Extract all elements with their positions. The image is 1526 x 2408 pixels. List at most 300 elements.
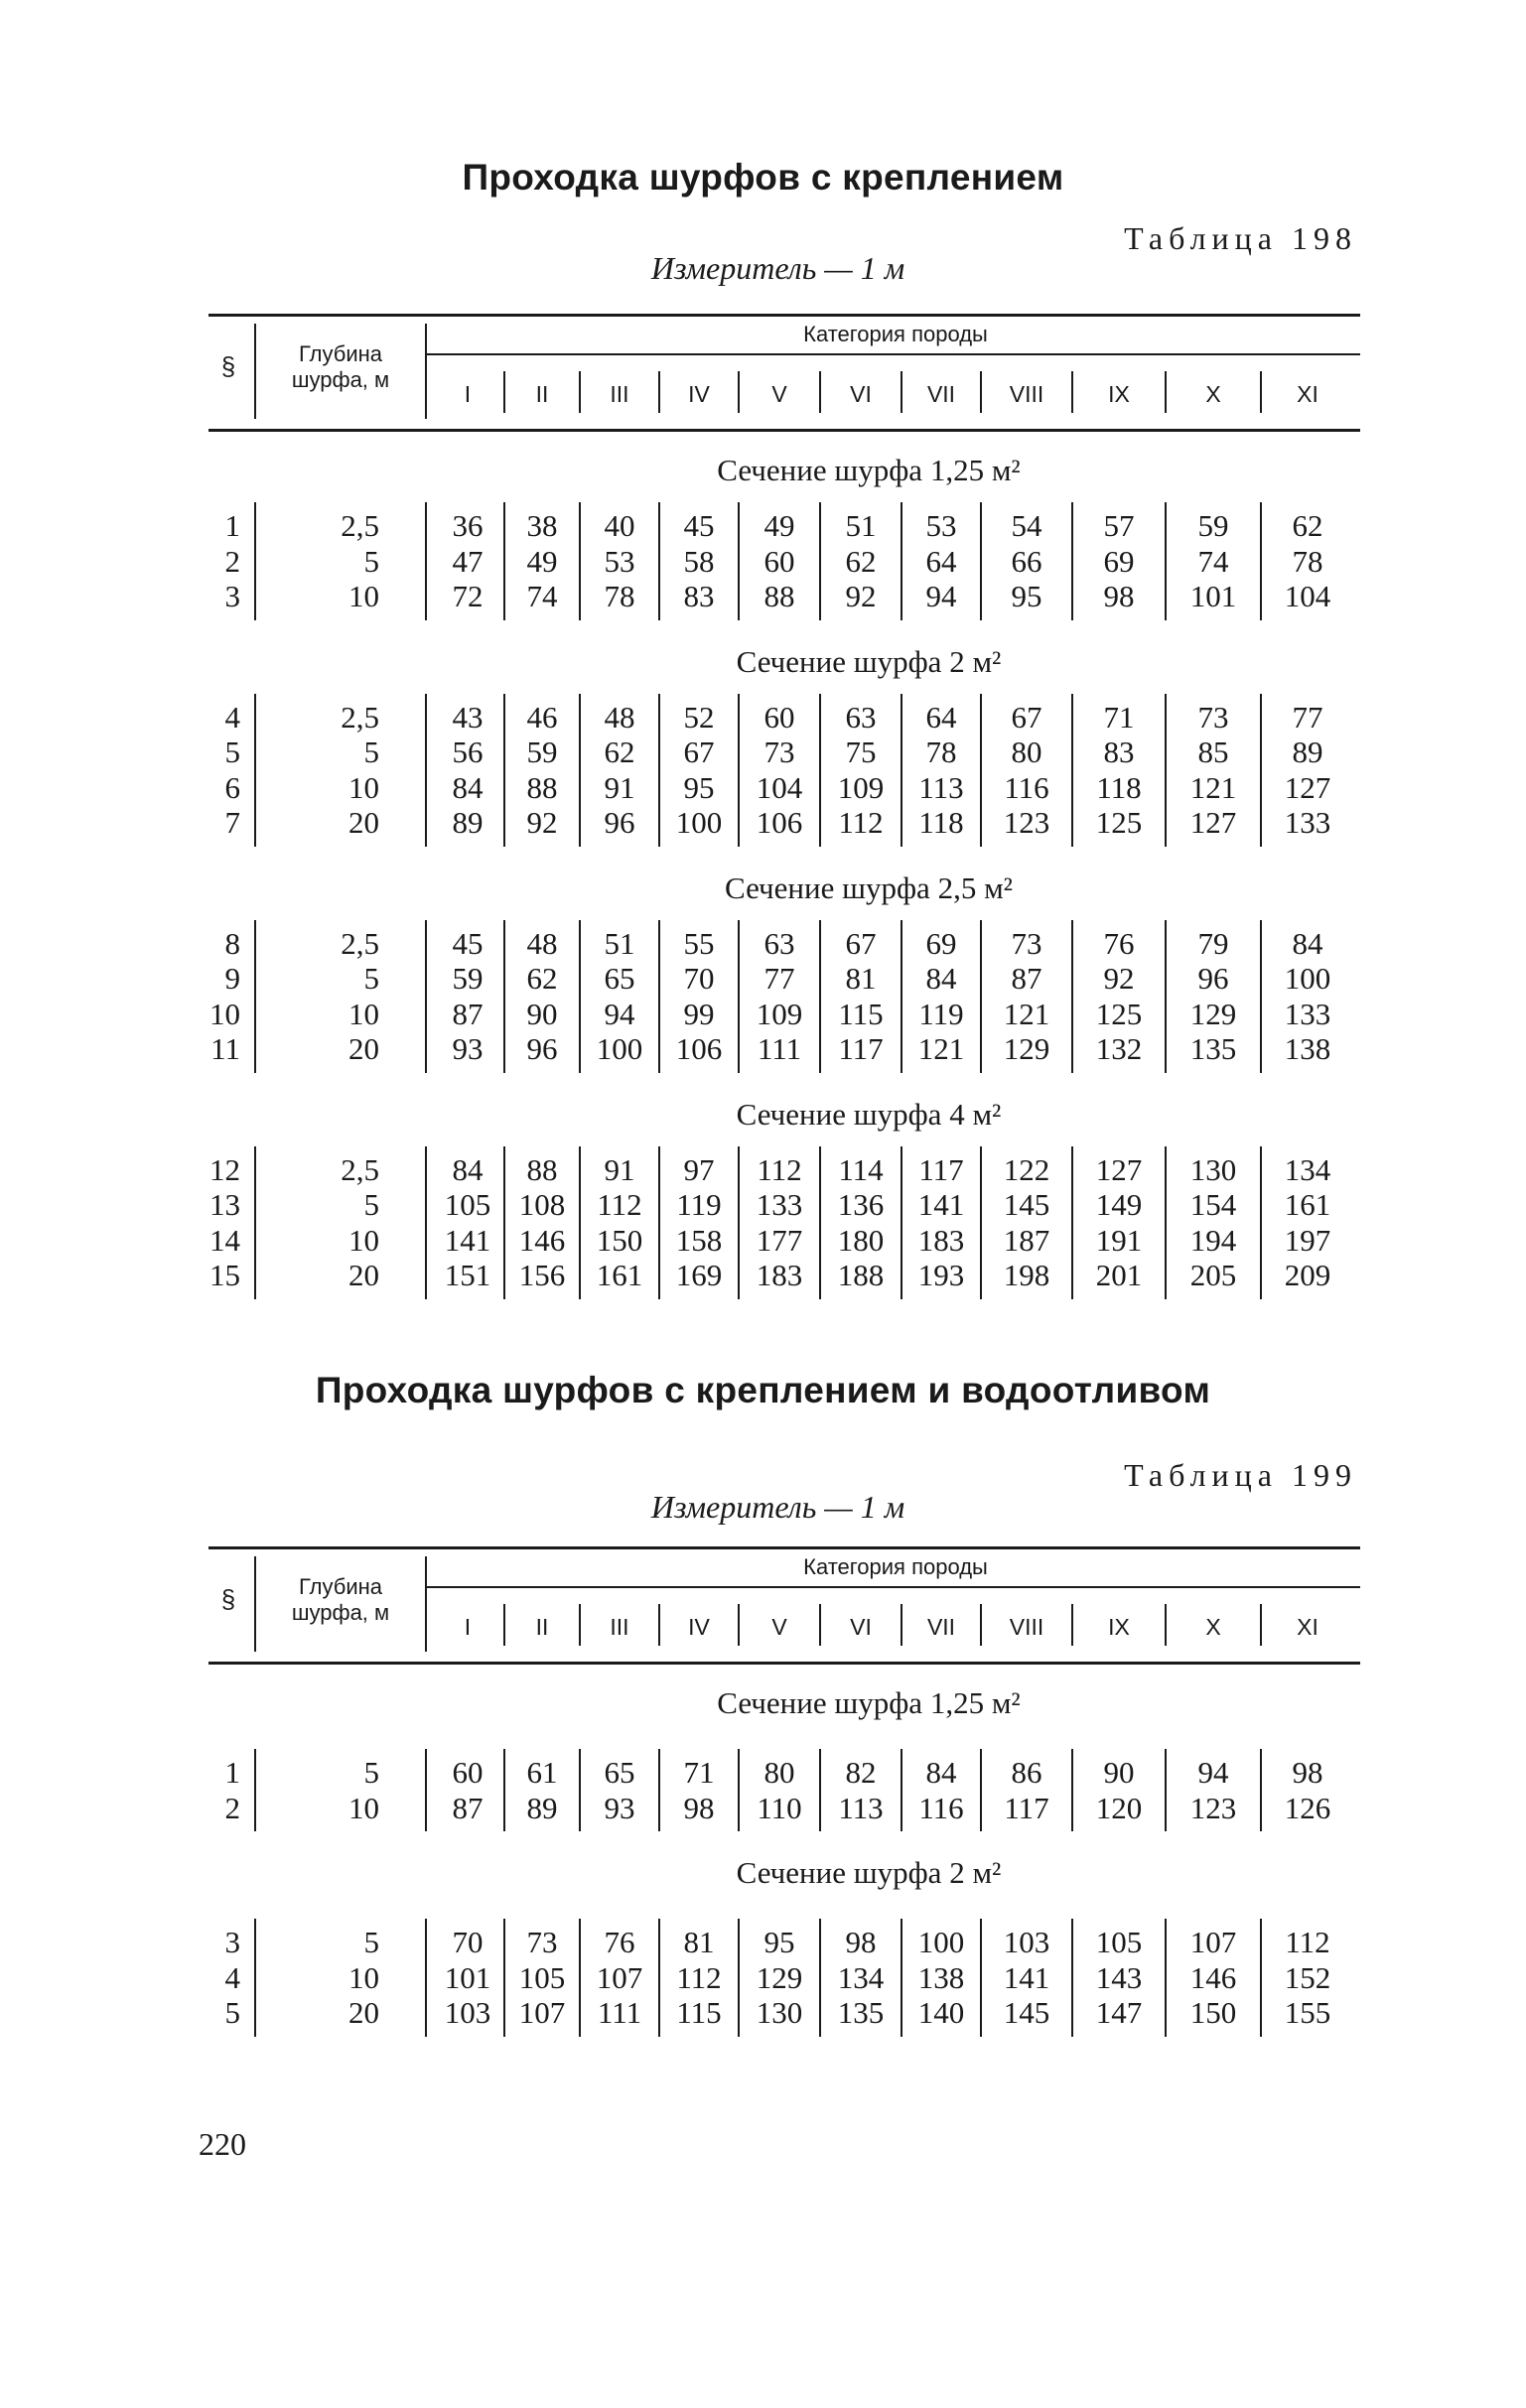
table-cell-II: 90 — [526, 996, 558, 1031]
table-cell-V: 63 — [763, 925, 795, 961]
table-198-label: Таблица 198 — [1124, 220, 1357, 256]
table-cell-X: 205 — [1189, 1258, 1237, 1292]
group-divider — [1260, 1749, 1262, 1831]
table-199-measure: Измеритель — 1 м — [650, 1489, 905, 1525]
table-cell-II: 108 — [518, 1187, 566, 1222]
table-cell-VI: 114 — [838, 1151, 884, 1187]
table-cell-XI: 100 — [1284, 961, 1331, 996]
row-number: 10 — [209, 996, 240, 1031]
table-cell-I: 101 — [444, 1959, 491, 1995]
table-cell-VIII: 54 — [1011, 508, 1042, 543]
category-VI: VI — [850, 1614, 872, 1640]
table-cell-III: 100 — [596, 1031, 643, 1066]
group-title: Сечение шурфа 1,25 м² — [717, 1685, 1021, 1720]
category-divider — [1165, 371, 1167, 413]
group-divider — [980, 694, 982, 847]
table-cell-II: 73 — [526, 1925, 558, 1959]
table-cell-IV: 83 — [683, 579, 715, 613]
category-underline — [427, 353, 1360, 355]
table-cell-XI: 127 — [1284, 769, 1331, 805]
group-divider — [579, 694, 581, 847]
table-cell-I: 151 — [444, 1258, 491, 1292]
category-divider — [579, 1604, 581, 1646]
table-cell-I: 56 — [452, 735, 484, 769]
table-cell-V: 95 — [763, 1925, 795, 1959]
table-cell-VIII: 116 — [1004, 769, 1049, 805]
category-divider — [503, 371, 505, 413]
table-cell-I: 103 — [444, 1995, 491, 2030]
table-cell-XI: 77 — [1292, 699, 1323, 735]
table-cell-II: 61 — [526, 1755, 558, 1790]
table-cell-V: 73 — [763, 735, 795, 769]
table-cell-VII: 140 — [917, 1995, 965, 2030]
category-divider — [1260, 371, 1262, 413]
row-number: 15 — [209, 1258, 240, 1292]
row-number: 8 — [224, 925, 240, 961]
group-divider — [579, 1749, 581, 1831]
table-cell-VII: 84 — [925, 961, 957, 996]
table-cell-IX: 98 — [1103, 579, 1135, 613]
table-cell-X: 130 — [1189, 1151, 1237, 1187]
table-cell-III: 51 — [604, 925, 635, 961]
group-divider — [658, 1749, 660, 1831]
table-cell-X: 85 — [1197, 735, 1229, 769]
table-cell-I: 60 — [452, 1755, 484, 1790]
table-cell-IV: 71 — [683, 1755, 715, 1790]
group-divider — [579, 1146, 581, 1299]
table-cell-X: 101 — [1189, 579, 1237, 613]
table-cell-IX: 92 — [1103, 961, 1135, 996]
table-cell-VI: 82 — [845, 1755, 877, 1790]
table-cell-VII: 69 — [925, 925, 957, 961]
table-cell-IX: 143 — [1095, 1959, 1143, 1995]
group-divider — [901, 920, 902, 1073]
table-cell-VII: 141 — [917, 1187, 965, 1222]
table-198-title: Проходка шурфов с креплением — [462, 157, 1064, 198]
group-divider — [254, 920, 256, 1073]
table-cell-IV: 115 — [676, 1995, 722, 2030]
category-divider — [819, 1604, 821, 1646]
row-number: 4 — [224, 699, 240, 735]
table-cell-IV: 70 — [683, 961, 715, 996]
table-cell-X: 127 — [1189, 805, 1237, 840]
category-I: I — [464, 1614, 472, 1640]
table-cell-III: 78 — [604, 579, 635, 613]
table-cell-VI: 134 — [837, 1959, 885, 1995]
group-divider — [1165, 1749, 1167, 1831]
group-divider — [1260, 920, 1262, 1073]
row-number: 11 — [210, 1031, 240, 1066]
group-divider — [658, 1146, 660, 1299]
table-cell-III: 91 — [604, 1151, 635, 1187]
table-cell-VII: 84 — [925, 1755, 957, 1790]
header-divider — [254, 1556, 256, 1652]
table-cell-II: 46 — [526, 699, 558, 735]
row-number: 2 — [224, 543, 240, 579]
row-depth: 2,5 — [341, 699, 379, 735]
group-divider — [1071, 920, 1073, 1073]
table-cell-VI: 98 — [845, 1925, 877, 1959]
category-II: II — [535, 1614, 549, 1640]
table-cell-I: 47 — [452, 543, 484, 579]
table-199-title: Проходка шурфов с креплением и водоотливом — [315, 1370, 1211, 1410]
table-cell-VIII: 117 — [1004, 1790, 1049, 1825]
table-cell-X: 129 — [1189, 996, 1237, 1031]
table-cell-VI: 51 — [845, 508, 877, 543]
header-divider — [254, 324, 256, 419]
group-divider — [425, 1749, 427, 1831]
category-IX: IX — [1108, 1614, 1130, 1640]
table-cell-XI: 98 — [1292, 1755, 1323, 1790]
table-cell-X: 73 — [1197, 699, 1229, 735]
table-cell-XI: 126 — [1284, 1790, 1331, 1825]
group-divider — [1071, 1749, 1073, 1831]
category-III: III — [610, 1614, 629, 1640]
table-cell-VIII: 87 — [1011, 961, 1042, 996]
group-divider — [1071, 502, 1073, 620]
category-divider — [658, 1604, 660, 1646]
table-cell-VI: 180 — [837, 1222, 885, 1258]
table-cell-VI: 188 — [837, 1258, 885, 1292]
table-cell-X: 194 — [1189, 1222, 1237, 1258]
table-cell-VIII: 121 — [1003, 996, 1050, 1031]
table-cell-X: 59 — [1197, 508, 1229, 543]
table-cell-I: 89 — [452, 805, 484, 840]
category-underline — [427, 1586, 1360, 1588]
group-divider — [1165, 694, 1167, 847]
group-divider — [1071, 694, 1073, 847]
table-cell-IV: 158 — [675, 1222, 723, 1258]
category-IV: IV — [688, 1614, 710, 1640]
table-cell-II: 156 — [518, 1258, 566, 1292]
table-cell-VII: 78 — [925, 735, 957, 769]
category-divider — [980, 371, 982, 413]
header-divider — [425, 324, 427, 419]
table-cell-VII: 100 — [917, 1925, 965, 1959]
table-cell-III: 53 — [604, 543, 635, 579]
group-divider — [819, 1146, 821, 1299]
table-cell-X: 121 — [1189, 769, 1237, 805]
table-cell-IX: 125 — [1095, 996, 1143, 1031]
section-sign-header: § — [220, 1584, 236, 1614]
table-cell-II: 89 — [526, 1790, 558, 1825]
group-title: Сечение шурфа 4 м² — [736, 1096, 1002, 1132]
group-divider — [980, 1146, 982, 1299]
category-I: I — [464, 381, 472, 407]
row-depth: 10 — [348, 769, 379, 805]
table-cell-IX: 57 — [1103, 508, 1135, 543]
group-divider — [1165, 502, 1167, 620]
category-VI: VI — [850, 381, 872, 407]
table-cell-I: 93 — [452, 1031, 484, 1066]
table-cell-VII: 183 — [917, 1222, 965, 1258]
table-cell-X: 150 — [1189, 1995, 1237, 2030]
table-cell-V: 183 — [756, 1258, 803, 1292]
table-cell-II: 74 — [526, 579, 558, 613]
table-cell-V: 104 — [756, 769, 803, 805]
category-V: V — [771, 1614, 787, 1640]
group-divider — [425, 920, 427, 1073]
table-cell-III: 91 — [604, 769, 635, 805]
row-number: 3 — [224, 579, 240, 613]
table-cell-IX: 118 — [1096, 769, 1142, 805]
table-cell-VIII: 103 — [1003, 1925, 1050, 1959]
table-cell-IV: 58 — [683, 543, 715, 579]
group-divider — [1260, 1146, 1262, 1299]
table-cell-I: 84 — [452, 769, 484, 805]
table-cell-VI: 62 — [845, 543, 877, 579]
table-cell-VII: 116 — [918, 1790, 964, 1825]
table-cell-IV: 95 — [683, 769, 715, 805]
group-divider — [901, 1146, 902, 1299]
category-divider — [1260, 1604, 1262, 1646]
table-cell-XI: 78 — [1292, 543, 1323, 579]
table-cell-III: 76 — [604, 1925, 635, 1959]
category-X: X — [1205, 381, 1221, 407]
category-header: Категория породы — [803, 322, 988, 346]
header-bottom-rule — [208, 1662, 1360, 1665]
row-depth: 2,5 — [341, 1151, 379, 1187]
category-divider — [738, 371, 740, 413]
table-cell-VIII: 129 — [1003, 1031, 1050, 1066]
table-cell-V: 110 — [757, 1790, 802, 1825]
page-number: 220 — [199, 2126, 246, 2162]
row-number: 5 — [224, 1995, 240, 2030]
table-cell-VI: 109 — [837, 769, 885, 805]
table-cell-V: 130 — [756, 1995, 803, 2030]
category-II: II — [535, 381, 549, 407]
table-cell-VIII: 141 — [1003, 1959, 1050, 1995]
group-divider — [901, 1749, 902, 1831]
table-cell-IX: 125 — [1095, 805, 1143, 840]
group-divider — [658, 502, 660, 620]
group-divider — [579, 920, 581, 1073]
table-cell-IX: 132 — [1095, 1031, 1143, 1066]
group-divider — [254, 1146, 256, 1299]
table-cell-VI: 117 — [838, 1031, 884, 1066]
table-cell-IV: 106 — [675, 1031, 723, 1066]
category-divider — [503, 1604, 505, 1646]
table-cell-IV: 119 — [676, 1187, 722, 1222]
table-cell-VII: 113 — [918, 769, 964, 805]
table-cell-VI: 67 — [845, 925, 877, 961]
category-divider — [1165, 1604, 1167, 1646]
group-divider — [1165, 1919, 1167, 2037]
table-cell-X: 94 — [1197, 1755, 1229, 1790]
table-cell-V: 109 — [756, 996, 803, 1031]
table-cell-III: 107 — [596, 1959, 643, 1995]
table-cell-XI: 112 — [1285, 1925, 1330, 1959]
category-divider — [738, 1604, 740, 1646]
group-title: Сечение шурфа 1,25 м² — [717, 453, 1021, 487]
group-divider — [1260, 1919, 1262, 2037]
group-divider — [658, 1919, 660, 2037]
category-VII: VII — [926, 1614, 956, 1640]
row-number: 14 — [209, 1222, 240, 1258]
group-divider — [819, 502, 821, 620]
table-cell-V: 177 — [756, 1222, 803, 1258]
group-divider — [901, 1919, 902, 2037]
table-cell-III: 150 — [596, 1222, 643, 1258]
table-cell-II: 38 — [526, 508, 558, 543]
row-number: 6 — [224, 769, 240, 805]
category-divider — [579, 371, 581, 413]
group-divider — [579, 1919, 581, 2037]
table-cell-II: 92 — [526, 805, 558, 840]
table-cell-V: 80 — [763, 1755, 795, 1790]
group-divider — [503, 1749, 505, 1831]
table-cell-IX: 191 — [1095, 1222, 1143, 1258]
table-cell-III: 65 — [604, 1755, 635, 1790]
table-cell-I: 87 — [452, 1790, 484, 1825]
table-cell-IX: 127 — [1095, 1151, 1143, 1187]
group-divider — [254, 502, 256, 620]
table-cell-III: 40 — [604, 508, 635, 543]
row-depth: 10 — [348, 1790, 379, 1825]
row-depth: 5 — [363, 961, 379, 996]
row-depth: 20 — [348, 1031, 379, 1066]
table-cell-V: 77 — [763, 961, 795, 996]
table-cell-VIII: 145 — [1003, 1995, 1050, 2030]
table-cell-IX: 90 — [1103, 1755, 1135, 1790]
table-cell-VI: 92 — [845, 579, 877, 613]
group-divider — [1071, 1146, 1073, 1299]
table-cell-VI: 81 — [845, 961, 877, 996]
table-cell-II: 49 — [526, 543, 558, 579]
category-divider — [901, 1604, 902, 1646]
group-divider — [1165, 1146, 1167, 1299]
group-divider — [1260, 502, 1262, 620]
category-header: Категория породы — [803, 1554, 988, 1579]
group-divider — [425, 694, 427, 847]
group-divider — [658, 920, 660, 1073]
row-number: 5 — [224, 735, 240, 769]
table-cell-III: 161 — [596, 1258, 643, 1292]
category-divider — [901, 371, 902, 413]
table-cell-VIII: 86 — [1011, 1755, 1042, 1790]
group-divider — [503, 920, 505, 1073]
table-cell-VII: 64 — [925, 543, 957, 579]
table-cell-XI: 104 — [1284, 579, 1331, 613]
category-divider — [658, 371, 660, 413]
row-depth: 5 — [363, 735, 379, 769]
table-cell-V: 106 — [756, 805, 803, 840]
row-depth: 5 — [363, 1187, 379, 1222]
table-cell-III: 65 — [604, 961, 635, 996]
table-cell-X: 146 — [1189, 1959, 1237, 1995]
group-divider — [579, 502, 581, 620]
group-divider — [980, 1919, 982, 2037]
table-cell-VI: 136 — [837, 1187, 885, 1222]
group-divider — [254, 1919, 256, 2037]
group-divider — [254, 694, 256, 847]
group-divider — [738, 920, 740, 1073]
table-cell-V: 88 — [763, 579, 795, 613]
table-cell-XI: 197 — [1284, 1222, 1331, 1258]
table-cell-III: 111 — [597, 1995, 642, 2030]
group-divider — [819, 920, 821, 1073]
row-number: 13 — [209, 1187, 240, 1222]
row-number: 1 — [224, 508, 240, 543]
table-cell-X: 107 — [1189, 1925, 1237, 1959]
table-cell-I: 141 — [444, 1222, 491, 1258]
table-cell-III: 94 — [604, 996, 635, 1031]
table-cell-V: 129 — [756, 1959, 803, 1995]
table-cell-VII: 117 — [918, 1151, 964, 1187]
table-cell-I: 45 — [452, 925, 484, 961]
table-cell-XI: 152 — [1284, 1959, 1331, 1995]
table-cell-XI: 161 — [1284, 1187, 1331, 1222]
group-divider — [658, 694, 660, 847]
row-depth: 5 — [363, 1925, 379, 1959]
group-divider — [738, 502, 740, 620]
row-number: 7 — [224, 805, 240, 840]
group-divider — [254, 1749, 256, 1831]
table-cell-IX: 69 — [1103, 543, 1135, 579]
table-cell-IX: 149 — [1095, 1187, 1143, 1222]
table-cell-I: 105 — [444, 1187, 491, 1222]
category-IX: IX — [1108, 381, 1130, 407]
table-cell-VI: 115 — [838, 996, 884, 1031]
row-number: 2 — [224, 1790, 240, 1825]
section-sign-header: § — [220, 351, 236, 381]
category-divider — [1071, 371, 1073, 413]
table-cell-IV: 169 — [675, 1258, 723, 1292]
table-cell-I: 43 — [452, 699, 484, 735]
table-198 — [208, 314, 1360, 1326]
group-title: Сечение шурфа 2 м² — [736, 643, 1002, 679]
group-divider — [980, 920, 982, 1073]
table-cell-I: 87 — [452, 996, 484, 1031]
depth-header: Глубина шурфа, м — [291, 1574, 390, 1625]
row-depth: 20 — [348, 805, 379, 840]
table-cell-XI: 133 — [1284, 805, 1331, 840]
table-cell-XI: 155 — [1284, 1995, 1331, 2030]
row-depth: 20 — [348, 1995, 379, 2030]
table-cell-II: 48 — [526, 925, 558, 961]
table-198-measure: Измеритель — 1 м — [650, 250, 905, 286]
table-cell-IX: 76 — [1103, 925, 1135, 961]
group-divider — [819, 1749, 821, 1831]
table-cell-IV: 97 — [683, 1151, 715, 1187]
category-XI: XI — [1297, 381, 1318, 407]
table-cell-IV: 100 — [675, 805, 723, 840]
table-cell-IX: 201 — [1095, 1258, 1143, 1292]
row-number: 12 — [209, 1151, 240, 1187]
table-cell-VIII: 95 — [1011, 579, 1042, 613]
group-divider — [738, 694, 740, 847]
table-cell-X: 123 — [1189, 1790, 1237, 1825]
table-cell-XI: 209 — [1284, 1258, 1331, 1292]
table-cell-X: 74 — [1197, 543, 1229, 579]
table-cell-II: 59 — [526, 735, 558, 769]
group-title: Сечение шурфа 2,5 м² — [725, 870, 1013, 905]
table-cell-VII: 121 — [917, 1031, 965, 1066]
row-depth: 2,5 — [341, 508, 379, 543]
group-divider — [503, 1146, 505, 1299]
table-cell-VIII: 198 — [1003, 1258, 1050, 1292]
table-cell-I: 72 — [452, 579, 484, 613]
table-cell-VIII: 123 — [1003, 805, 1050, 840]
table-cell-III: 93 — [604, 1790, 635, 1825]
table-cell-V: 112 — [757, 1151, 802, 1187]
table-cell-XI: 133 — [1284, 996, 1331, 1031]
table-cell-VIII: 122 — [1003, 1151, 1050, 1187]
table-cell-V: 60 — [763, 699, 795, 735]
table-cell-II: 88 — [526, 769, 558, 805]
category-XI: XI — [1297, 1614, 1318, 1640]
table-cell-III: 112 — [597, 1187, 642, 1222]
